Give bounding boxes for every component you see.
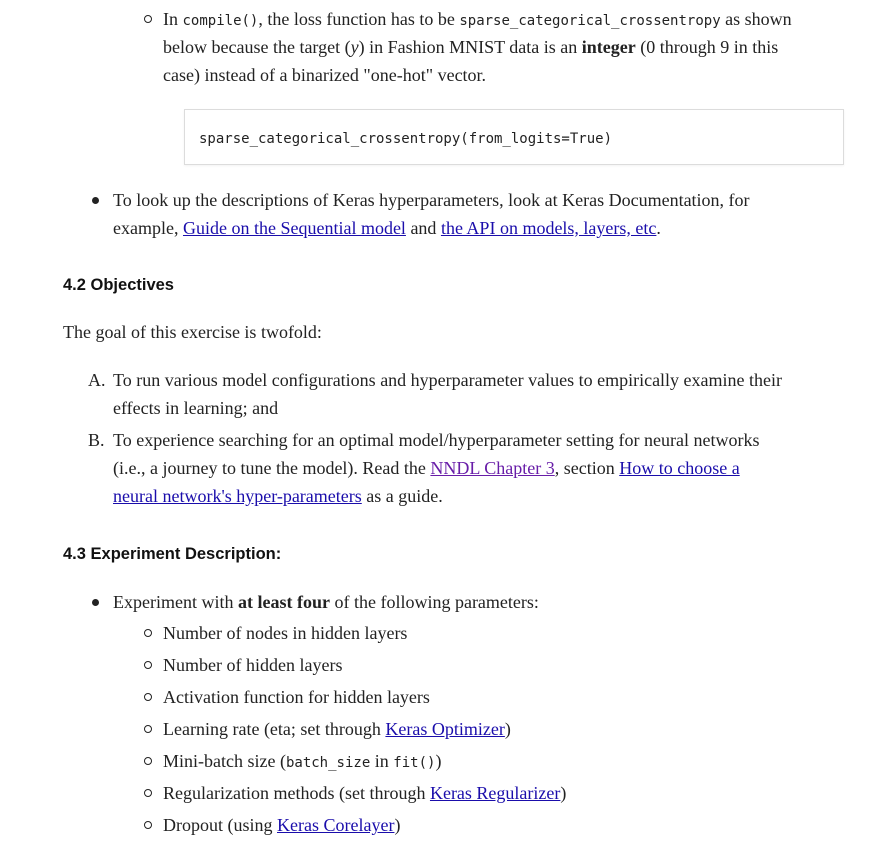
param-dropout: Dropout (using Keras Corelayer) [163, 815, 401, 835]
compile-item-line1: In compile(), the loss function has to be sparse_categorical_crossentropy as shown [163, 9, 792, 29]
code-block-text: sparse_categorical_crossentropy(from_logits=True) [199, 131, 613, 147]
circle-bullet-icon [144, 821, 152, 829]
list-marker-b: B. [88, 430, 105, 450]
sequential-guide-link[interactable]: Guide on the Sequential model [182, 218, 406, 238]
code-block [184, 109, 844, 165]
keras-corelayer-link[interactable]: Keras Corelayer [277, 815, 395, 835]
keras-item-line2: example, Guide on the Sequential model and the API on models, layers, etc. [113, 218, 661, 238]
models-layers-api-link[interactable]: the API on models, layers, etc [440, 218, 657, 238]
circle-bullet-icon [144, 725, 152, 733]
circle-bullet-icon [144, 661, 152, 669]
keras-item-line1: To look up the descriptions of Keras hyperparameters, look at Keras Documentation, for [113, 190, 750, 210]
inline-code-loss: sparse_categorical_crossentropy [459, 13, 721, 29]
circle-bullet-icon [144, 789, 152, 797]
keras-regularizer-link[interactable]: Keras Regularizer [429, 783, 561, 803]
compile-item-line3: case) instead of a binarized "one-hot" vector. [163, 65, 487, 85]
circle-bullet-icon [144, 693, 152, 701]
circle-bullet-icon [144, 629, 152, 637]
param-hidden-layers: Number of hidden layers [163, 655, 343, 675]
disc-bullet-icon [92, 197, 99, 204]
param-learning-rate: Learning rate (eta; set through Keras Optimizer) [163, 719, 511, 739]
param-regularization: Regularization methods (set through Keras Regularizer) [163, 783, 567, 803]
keras-optimizer-link[interactable]: Keras Optimizer [385, 719, 505, 739]
experiment-heading: 4.3 Experiment Description: [63, 545, 282, 563]
param-batch-size: Mini-batch size (batch_size in fit()) [163, 751, 442, 771]
compile-item-line2: below because the target (y) in Fashion MNIST data is an integer (0 through 9 in this [163, 37, 779, 57]
nndl-chapter3-link[interactable]: NNDL Chapter 3 [430, 458, 555, 478]
inline-code-batch-size: batch_size [285, 755, 371, 771]
objective-b-line2: (i.e., a journey to tune the model). Read the NNDL Chapter 3, section How to choose a [113, 458, 740, 478]
inline-code-fit: fit() [393, 755, 436, 771]
objective-a-line2: effects in learning; and [113, 398, 279, 418]
objectives-intro: The goal of this exercise is twofold: [63, 322, 322, 342]
param-activation: Activation function for hidden layers [163, 687, 430, 707]
inline-code-compile: compile() [182, 13, 259, 29]
objective-b-line1: To experience searching for an optimal model/hyperparameter setting for neural networks [113, 430, 760, 450]
circle-bullet-icon [144, 757, 152, 765]
objective-a-line1: To run various model configurations and hyperparameter values to empirically examine their [113, 370, 783, 390]
hyperparameters-guide-link[interactable]: How to choose a [619, 458, 740, 478]
objective-b-line3: neural network's hyper-parameters as a guide. [113, 486, 443, 506]
disc-bullet-icon [92, 599, 99, 606]
circle-bullet-icon [144, 15, 152, 23]
list-marker-a: A. [88, 370, 106, 390]
param-nodes: Number of nodes in hidden layers [163, 623, 408, 643]
hyperparameters-guide-link-cont[interactable]: neural network's hyper-parameters [113, 486, 362, 506]
objectives-heading: 4.2 Objectives [63, 276, 174, 294]
experiment-item: Experiment with at least four of the following parameters: [113, 592, 539, 612]
